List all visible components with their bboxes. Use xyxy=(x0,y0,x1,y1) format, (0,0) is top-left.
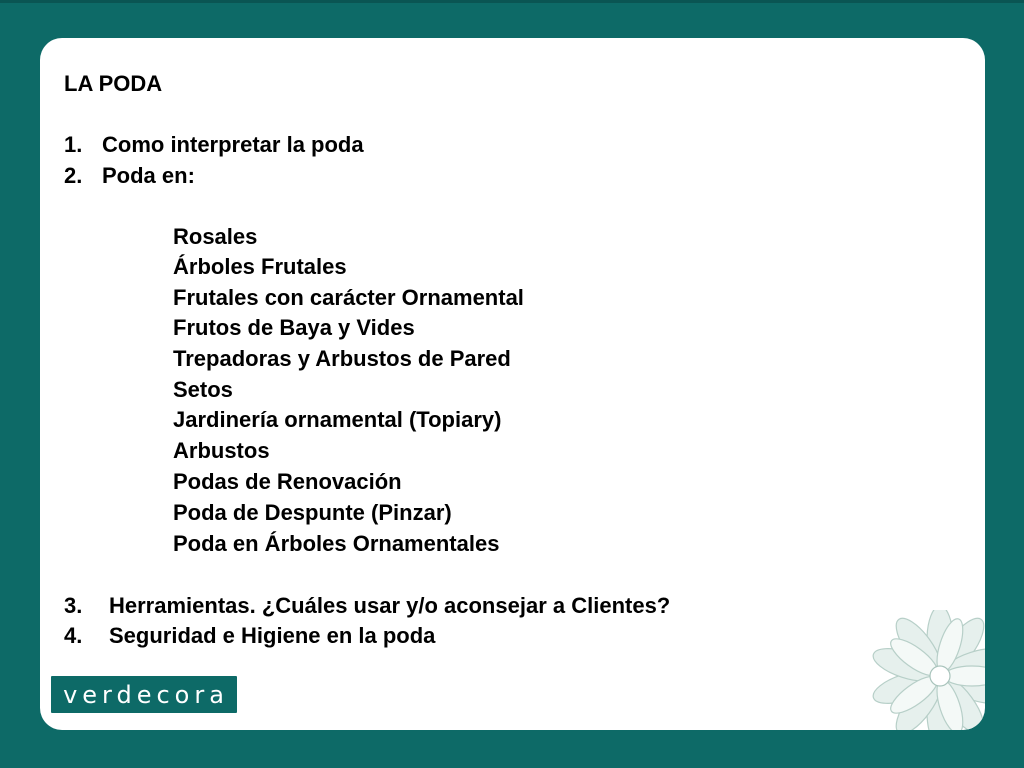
list-label: Como interpretar la poda xyxy=(102,132,364,157)
top-rule xyxy=(0,0,1024,3)
slide-card xyxy=(40,38,985,730)
sub-item: Podas de Renovación xyxy=(173,469,402,494)
sub-item: Setos xyxy=(173,377,233,402)
list-number: 1. xyxy=(64,132,83,157)
list-number: 3. xyxy=(64,593,83,618)
sub-item: Árboles Frutales xyxy=(173,254,347,279)
sub-item: Jardinería ornamental (Topiary) xyxy=(173,407,502,432)
logo-text: verdecora xyxy=(63,680,229,709)
list-label: Seguridad e Higiene en la poda xyxy=(109,623,436,648)
list-item xyxy=(64,623,435,649)
sub-item: Frutos de Baya y Vides xyxy=(173,315,415,340)
verdecora-logo xyxy=(51,676,237,713)
sub-item: Poda de Despunte (Pinzar) xyxy=(173,500,452,525)
list-number: 2. xyxy=(64,163,83,188)
sub-item: Frutales con carácter Ornamental xyxy=(173,285,524,310)
list-item xyxy=(64,132,364,158)
sub-item: Arbustos xyxy=(173,438,270,463)
list-number: 4. xyxy=(64,623,83,648)
list-item xyxy=(64,163,195,189)
sub-item: Trepadoras y Arbustos de Pared xyxy=(173,346,511,371)
list-label: Herramientas. ¿Cuáles usar y/o aconsejar a Clientes? xyxy=(109,593,671,618)
list-label: Poda en: xyxy=(102,163,195,188)
slide-title: LA PODA xyxy=(64,71,163,96)
sub-item: Poda en Árboles Ornamentales xyxy=(173,531,500,556)
daisy-flower-icon xyxy=(848,610,985,730)
list-item xyxy=(64,593,670,619)
sub-item: Rosales xyxy=(173,224,258,249)
